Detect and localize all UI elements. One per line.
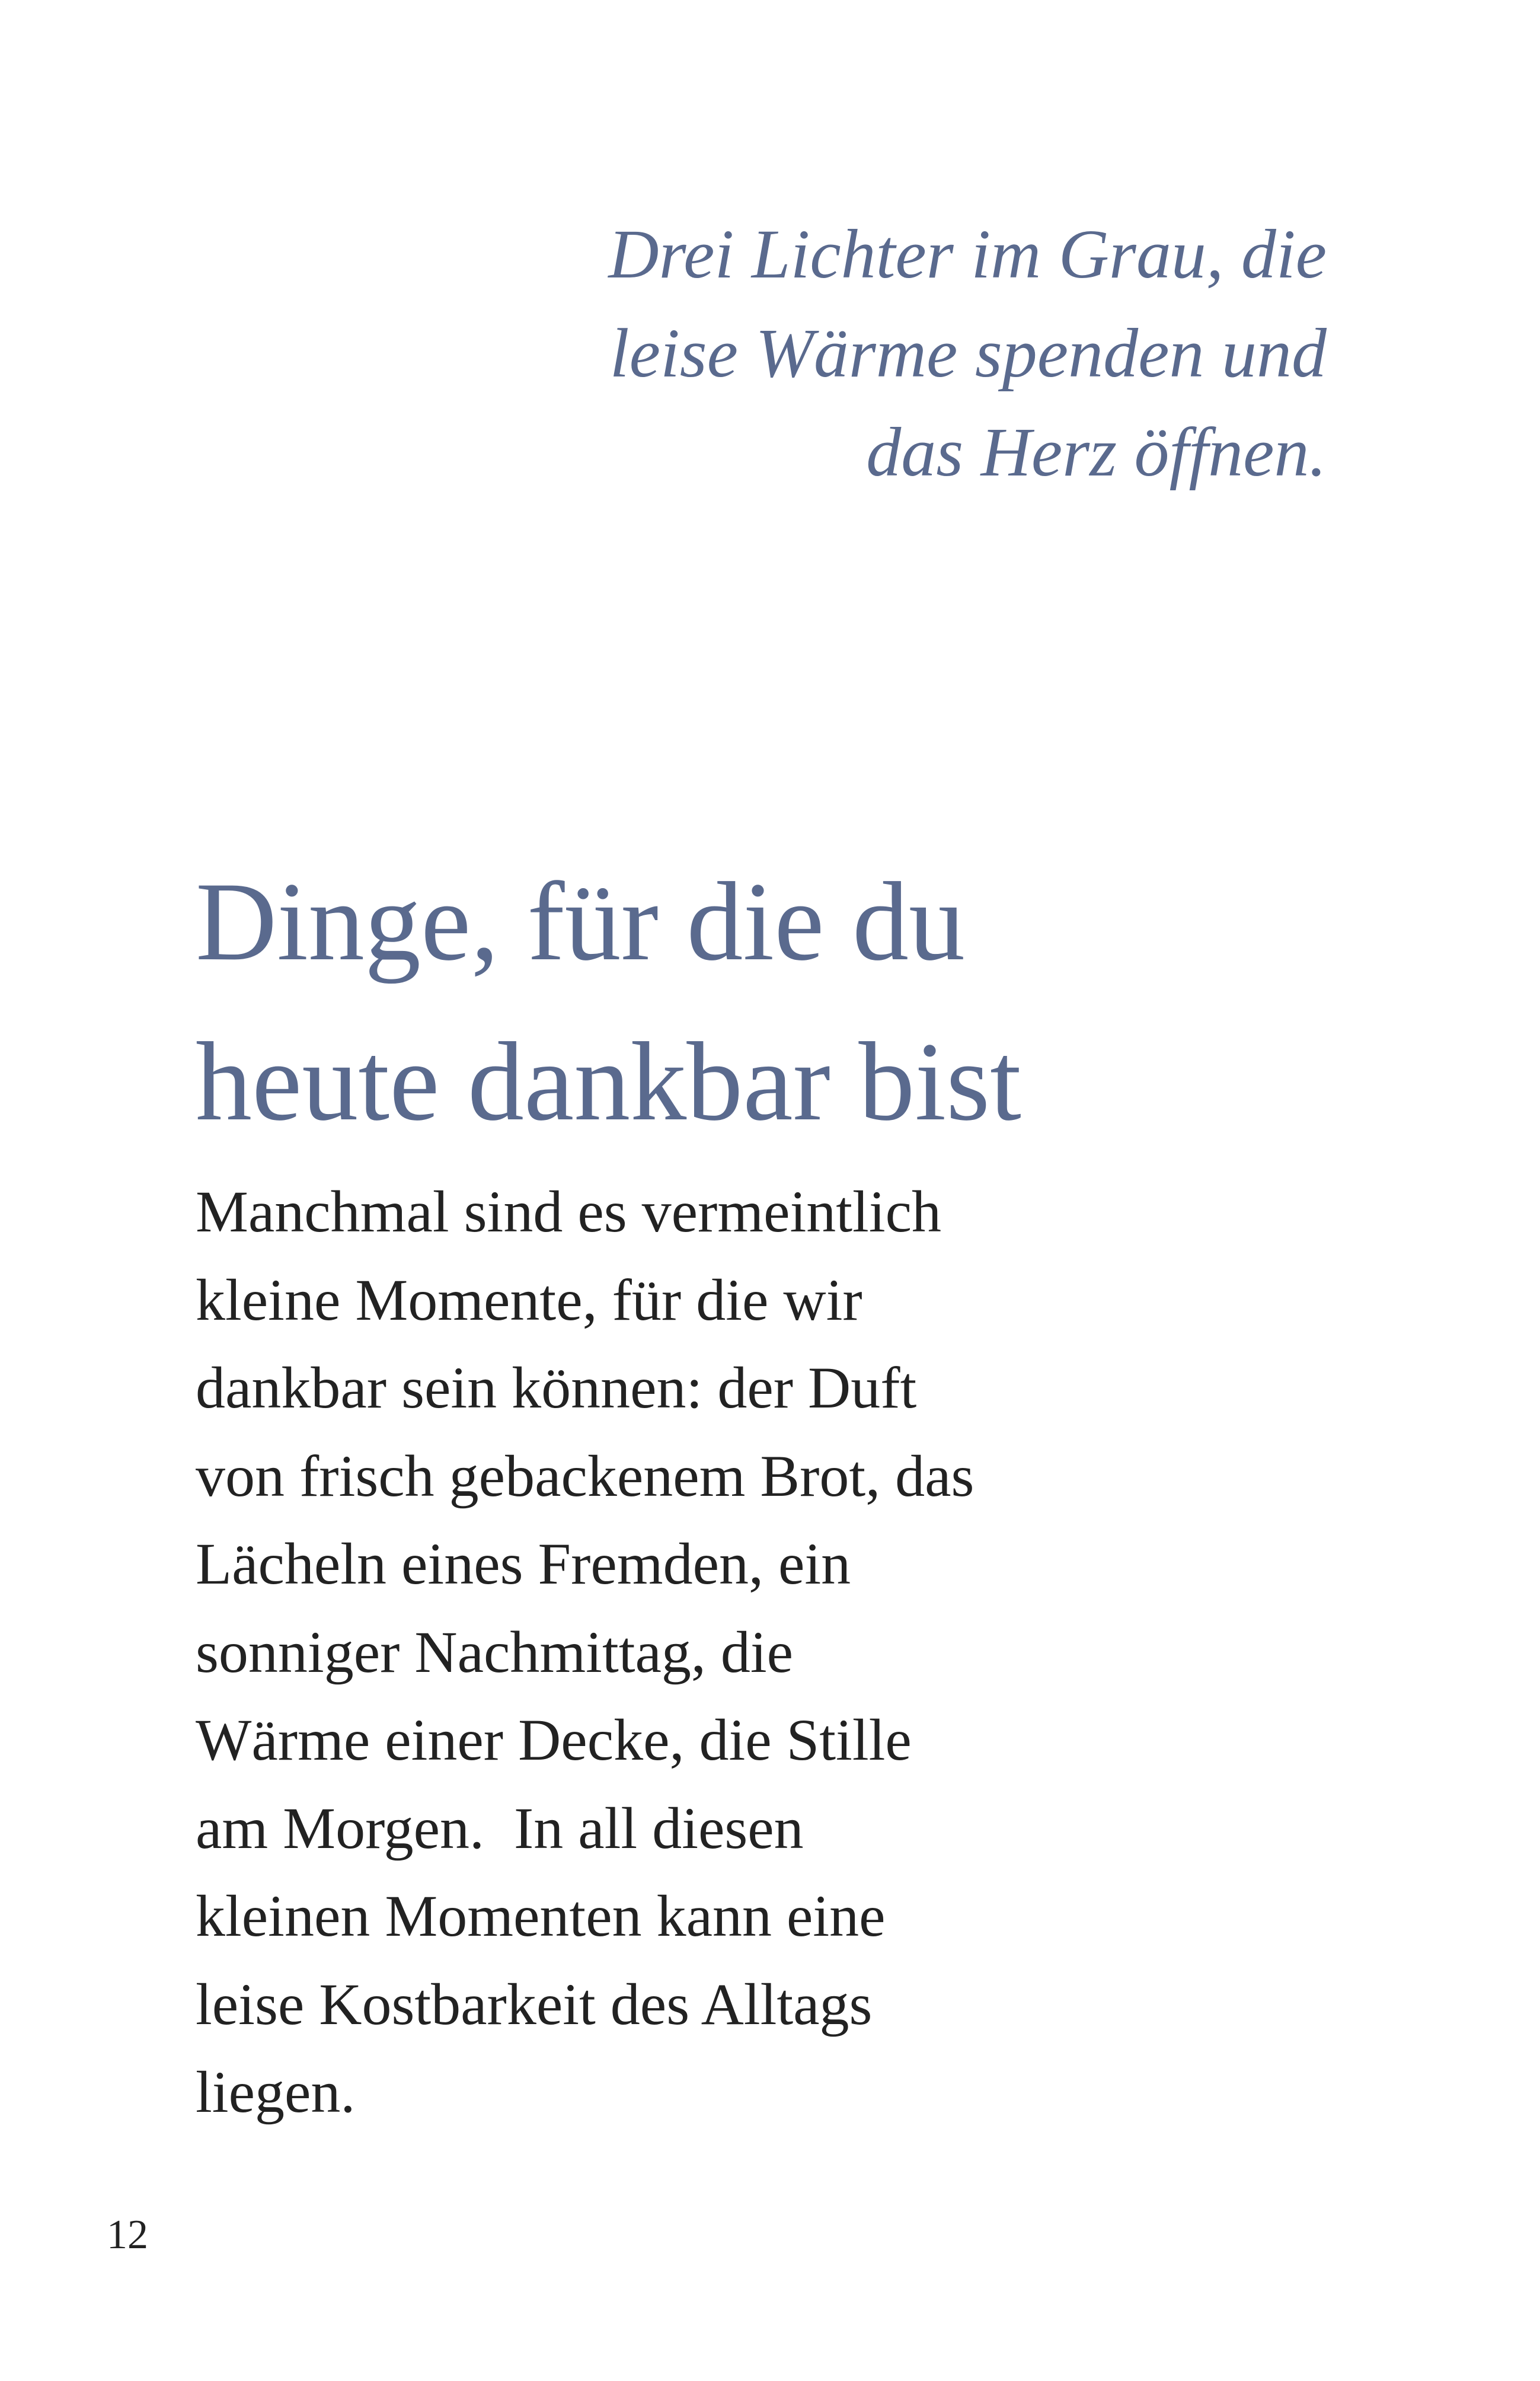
page-number: 12 xyxy=(107,2212,148,2258)
title-line: Dinge, für die du xyxy=(196,860,965,984)
quote-line: Drei Lichter im Grau, die xyxy=(608,215,1327,293)
body-line: Manchmal sind es vermeintlich xyxy=(196,1179,942,1244)
body-line: kleinen Momenten kann eine xyxy=(196,1883,886,1949)
epigraph-quote xyxy=(497,205,1327,502)
body-line: dankbar sein können: der Duft xyxy=(196,1355,917,1421)
page-title xyxy=(196,842,1322,1162)
body-line: Wärme einer Decke, die Stille xyxy=(196,1707,912,1773)
body-line: von frisch gebackenem Brot, das xyxy=(196,1442,975,1509)
body-line: am Morgen. In all diesen xyxy=(196,1795,804,1861)
quote-line: das Herz öffnen. xyxy=(866,413,1327,491)
body-line: sonniger Nachmittag, die xyxy=(196,1619,794,1685)
body-line: Lächeln eines Fremden, ein xyxy=(196,1531,851,1597)
body-line: kleine Momente, für die wir xyxy=(196,1266,862,1333)
body-line: leise Kostbarkeit des Alltags xyxy=(196,1971,873,2037)
body-line: liegen. xyxy=(196,2059,356,2125)
quote-line: leise Wärme spenden und xyxy=(609,314,1327,392)
title-line: heute dankbar bist xyxy=(196,1020,1021,1144)
body-paragraph xyxy=(196,1168,1263,2137)
